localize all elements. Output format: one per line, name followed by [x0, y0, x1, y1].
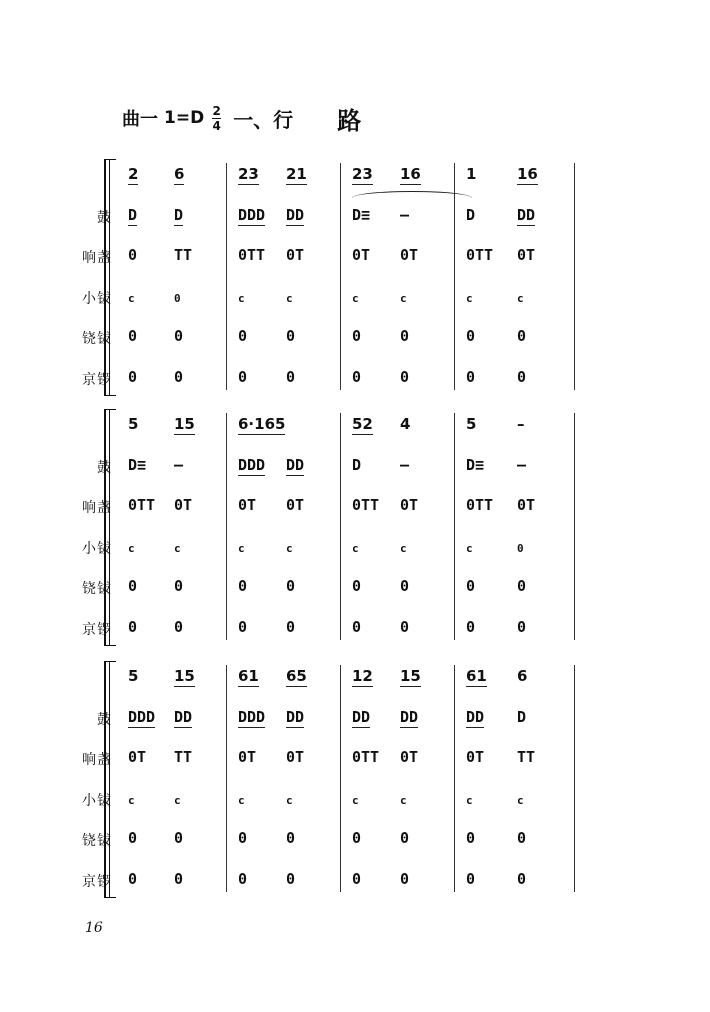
note-group: c	[238, 793, 245, 807]
note-group: DD	[174, 707, 193, 726]
measure	[124, 202, 228, 230]
note-group: 0T	[286, 246, 305, 264]
measure	[462, 202, 576, 230]
measure	[462, 283, 576, 311]
measure	[462, 825, 576, 853]
note-group: D≡	[128, 455, 147, 474]
note-group: c	[400, 793, 407, 807]
part-row-xiaobo	[0, 527, 710, 567]
note-group: c	[286, 291, 293, 305]
measure	[462, 492, 576, 520]
note-group: DD	[466, 707, 485, 726]
measure	[124, 161, 228, 189]
measure	[462, 785, 576, 813]
measure	[462, 614, 576, 642]
measure	[348, 323, 456, 351]
note-group: 6	[174, 165, 185, 183]
measure	[462, 323, 576, 351]
measure	[124, 663, 228, 691]
measure	[462, 411, 576, 439]
note-group: DD	[352, 707, 371, 726]
part-label: 鼓	[97, 711, 112, 728]
measure	[124, 242, 228, 270]
measure	[124, 411, 228, 439]
note-group: 0	[352, 829, 362, 847]
note-group: 21	[286, 165, 307, 183]
measure	[234, 744, 342, 772]
part-row-jingluo	[0, 358, 710, 398]
measure	[348, 533, 456, 561]
note-group: 61	[238, 667, 259, 685]
note-group: 0	[352, 577, 362, 595]
tie-slur	[352, 191, 472, 198]
note-group: 0	[238, 829, 248, 847]
part-row-xiangzhan	[0, 236, 710, 276]
time-denominator: 4	[212, 118, 221, 133]
note-group: –	[400, 205, 410, 224]
note-group: 0	[466, 327, 476, 345]
note-group: 0	[466, 577, 476, 595]
note-group: –	[174, 455, 184, 474]
note-group: 0	[128, 869, 138, 888]
part-row-xiaobo	[0, 779, 710, 819]
time-numerator: 2	[212, 103, 221, 118]
note-group: 0	[128, 367, 138, 386]
note-group: 0	[286, 327, 296, 345]
note-group: 0	[174, 617, 184, 636]
note-group: 0	[128, 577, 138, 595]
score-system	[0, 155, 710, 398]
measure	[124, 704, 228, 732]
note-group: D	[174, 205, 184, 224]
measure	[124, 323, 228, 351]
note-group: 0	[174, 829, 184, 847]
part-label: 小钹	[82, 792, 112, 809]
measure	[234, 242, 342, 270]
measure	[462, 663, 576, 691]
note-group: 0	[238, 617, 248, 636]
measure	[234, 364, 342, 392]
note-group: 15	[174, 667, 195, 685]
note-group: 0TT	[128, 496, 156, 514]
note-group: 16	[517, 165, 538, 183]
note-group: 4	[400, 415, 411, 433]
measure	[348, 744, 456, 772]
measure	[348, 866, 456, 894]
part-row-naobo	[0, 819, 710, 859]
note-group: 0T	[517, 496, 536, 514]
note-group: 0T	[238, 748, 257, 766]
note-group: –	[517, 415, 525, 433]
note-group: 0	[238, 367, 248, 386]
note-group: 23	[238, 165, 259, 183]
note-group: –	[400, 455, 410, 474]
measure	[462, 573, 576, 601]
note-group: TT	[174, 748, 193, 766]
part-row-xiangzhan	[0, 486, 710, 526]
part-label: 铙钹	[82, 331, 112, 347]
note-group: 52	[352, 415, 373, 433]
part-label: 京锣	[82, 621, 112, 638]
measure	[234, 202, 342, 230]
note-group: 0T	[286, 496, 305, 514]
measure	[124, 825, 228, 853]
note-group: 0	[517, 829, 527, 847]
note-group: c	[352, 291, 359, 305]
measure	[462, 533, 576, 561]
part-row-naobo	[0, 567, 710, 607]
measure	[234, 866, 342, 894]
note-group: 0T	[517, 246, 536, 264]
note-group: D≡	[466, 455, 485, 474]
measure	[348, 573, 456, 601]
part-label: 鼓	[97, 459, 112, 476]
note-group: 0	[352, 327, 362, 345]
note-group: c	[238, 541, 245, 555]
note-group: 0	[128, 327, 138, 345]
note-group: 0	[400, 829, 410, 847]
measure	[124, 492, 228, 520]
note-group: c	[466, 291, 473, 305]
measure	[234, 492, 342, 520]
measure	[234, 283, 342, 311]
part-row-naobo	[0, 317, 710, 357]
measure	[462, 744, 576, 772]
note-group: 0TT	[466, 496, 494, 514]
part-row-drum	[0, 196, 710, 236]
part-row-jingluo	[0, 608, 710, 648]
note-group: 0	[174, 327, 184, 345]
measure	[124, 744, 228, 772]
note-group: c	[517, 793, 524, 807]
note-group: 0	[466, 367, 476, 386]
part-label: 铙钹	[82, 833, 112, 849]
measure	[124, 573, 228, 601]
measure	[234, 161, 342, 189]
note-group: 0	[174, 869, 184, 888]
measure	[348, 411, 456, 439]
note-group: 0T	[128, 748, 147, 766]
note-group: TT	[174, 246, 193, 264]
note-group: 0TT	[352, 496, 380, 514]
measure	[348, 161, 456, 189]
note-group: 61	[466, 667, 487, 685]
measure	[348, 283, 456, 311]
measure	[462, 704, 576, 732]
note-group: 0	[128, 829, 138, 847]
note-group: 0	[517, 367, 527, 386]
part-row-xiangzhan	[0, 738, 710, 778]
part-label: 京锣	[82, 873, 112, 890]
measure	[348, 202, 456, 230]
note-group: c	[400, 541, 407, 555]
note-group: DD	[286, 455, 305, 474]
title-name: 路	[337, 105, 362, 135]
measure	[234, 323, 342, 351]
note-group: 0	[286, 577, 296, 595]
note-group: c	[286, 541, 293, 555]
measure	[348, 663, 456, 691]
measure	[234, 785, 342, 813]
note-group: c	[466, 793, 473, 807]
measure	[234, 533, 342, 561]
measure	[234, 573, 342, 601]
note-group: DD	[517, 205, 536, 224]
part-row-melody	[0, 405, 710, 445]
note-group: 5	[128, 667, 139, 685]
note-group: TT	[517, 748, 536, 766]
note-group: 0TT	[352, 748, 380, 766]
note-group: D	[517, 707, 527, 726]
part-label: 小钹	[82, 290, 112, 307]
note-group: c	[352, 793, 359, 807]
measure	[124, 452, 228, 480]
note-group: 0	[238, 577, 248, 595]
note-group: 0	[238, 327, 248, 345]
title-section: 一、行	[233, 107, 294, 132]
measure	[234, 614, 342, 642]
note-group: 6	[517, 667, 528, 685]
note-group: 0T	[238, 496, 257, 514]
note-group: 0T	[400, 246, 419, 264]
measure	[348, 452, 456, 480]
note-group: c	[128, 793, 135, 807]
note-group: 65	[286, 667, 307, 685]
note-group: c	[352, 541, 359, 555]
part-label: 京锣	[82, 371, 112, 388]
measure	[234, 704, 342, 732]
time-signature	[212, 105, 221, 132]
part-row-xiaobo	[0, 277, 710, 317]
note-group: 0	[400, 367, 410, 386]
title-key: 1=D	[164, 108, 205, 128]
note-group: 0	[400, 577, 410, 595]
part-label: 鼓	[97, 209, 112, 226]
measure	[462, 364, 576, 392]
measure	[462, 242, 576, 270]
note-group: 5	[128, 415, 139, 433]
note-group: 0	[517, 541, 524, 555]
note-group: DDD	[128, 707, 156, 726]
note-group: 15	[400, 667, 421, 685]
note-group: 12	[352, 667, 373, 685]
part-row-drum	[0, 698, 710, 738]
measure	[234, 663, 342, 691]
note-group: 0TT	[466, 246, 494, 264]
measure	[234, 411, 342, 439]
note-group: 0	[352, 367, 362, 386]
measure	[462, 452, 576, 480]
note-group: c	[174, 541, 181, 555]
measure	[348, 785, 456, 813]
note-group: 0	[400, 327, 410, 345]
note-group: 0	[174, 291, 181, 305]
note-group: 0	[286, 829, 296, 847]
note-group: c	[286, 793, 293, 807]
note-group: 0	[286, 869, 296, 888]
measure	[124, 866, 228, 894]
score-system	[0, 405, 710, 648]
note-group: 6·165	[238, 415, 286, 433]
note-group: D	[352, 455, 362, 474]
note-group: c	[174, 793, 181, 807]
measure	[124, 533, 228, 561]
note-group: 0	[517, 327, 527, 345]
note-group: 0	[466, 617, 476, 636]
note-group: c	[128, 291, 135, 305]
note-group: 0	[174, 367, 184, 386]
note-group: DD	[286, 205, 305, 224]
part-row-melody	[0, 155, 710, 195]
note-group: c	[517, 291, 524, 305]
measure	[348, 704, 456, 732]
measure	[348, 364, 456, 392]
note-group: DDD	[238, 455, 266, 474]
part-label: 小钹	[82, 540, 112, 557]
measure	[348, 242, 456, 270]
note-group: 15	[174, 415, 195, 433]
note-group: 16	[400, 165, 421, 183]
measure	[462, 866, 576, 894]
measure	[124, 283, 228, 311]
part-row-jingluo	[0, 860, 710, 900]
note-group: c	[128, 541, 135, 555]
part-label: 响盏	[82, 500, 112, 516]
measure	[124, 614, 228, 642]
part-row-drum	[0, 446, 710, 486]
note-group: 0T	[466, 748, 485, 766]
note-group: c	[400, 291, 407, 305]
measure	[348, 614, 456, 642]
note-group: D	[128, 205, 138, 224]
note-group: D≡	[352, 205, 371, 224]
score-system	[0, 657, 710, 900]
note-group: 0T	[400, 496, 419, 514]
note-group: 0	[174, 577, 184, 595]
measure	[462, 161, 576, 189]
page-title	[122, 98, 361, 138]
note-group: 0	[466, 829, 476, 847]
part-label: 响盏	[82, 752, 112, 768]
note-group: 0TT	[238, 246, 266, 264]
note-group: 0	[517, 577, 527, 595]
note-group: 0	[352, 617, 362, 636]
note-group: 0T	[286, 748, 305, 766]
note-group: 0	[352, 869, 362, 888]
measure	[124, 785, 228, 813]
title-qu: 曲一	[122, 109, 158, 130]
note-group: 0	[286, 617, 296, 636]
measure	[234, 825, 342, 853]
note-group: 0	[286, 367, 296, 386]
note-group: 0	[400, 869, 410, 888]
measure	[348, 825, 456, 853]
page-number: 16	[85, 920, 103, 936]
note-group: 0T	[400, 748, 419, 766]
note-group: 0	[517, 617, 527, 636]
note-group: D	[466, 205, 476, 224]
note-group: 0	[128, 246, 138, 264]
note-group: c	[238, 291, 245, 305]
note-group: 2	[128, 165, 139, 183]
note-group: DDD	[238, 707, 266, 726]
part-row-melody	[0, 657, 710, 697]
part-label: 铙钹	[82, 581, 112, 597]
note-group: 0	[238, 869, 248, 888]
note-group: 0T	[174, 496, 193, 514]
note-group: 0	[466, 869, 476, 888]
part-label: 响盏	[82, 250, 112, 266]
measure	[348, 492, 456, 520]
note-group: 5	[466, 415, 477, 433]
note-group: 0	[517, 869, 527, 888]
note-group: DD	[400, 707, 419, 726]
note-group: 0	[400, 617, 410, 636]
note-group: –	[517, 455, 527, 474]
measure	[124, 364, 228, 392]
note-group: 23	[352, 165, 373, 183]
note-group: DD	[286, 707, 305, 726]
note-group: 0T	[352, 246, 371, 264]
note-group: DDD	[238, 205, 266, 224]
measure	[234, 452, 342, 480]
note-group: 1	[466, 165, 477, 183]
note-group: c	[466, 541, 473, 555]
note-group: 0	[128, 617, 138, 636]
